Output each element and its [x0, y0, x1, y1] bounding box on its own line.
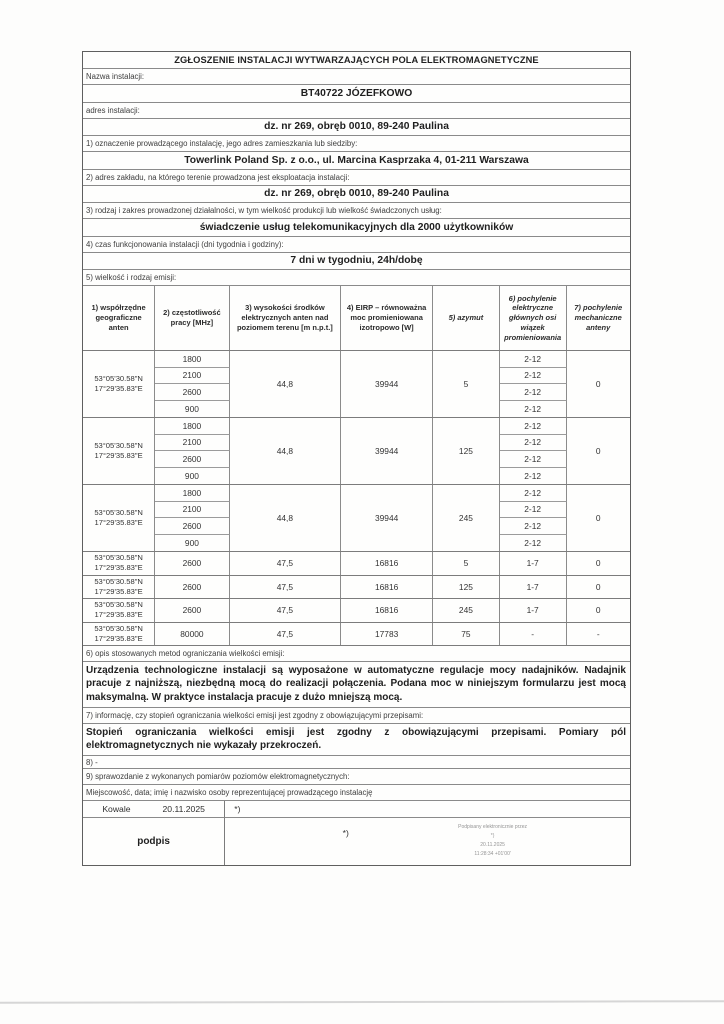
cell-electrical-tilt: 2-12	[500, 435, 567, 452]
field-value-nazwa: BT40722 JÓZEFKOWO	[83, 85, 630, 103]
cell-mechanical-tilt: 0	[595, 512, 601, 523]
header-electrical-tilt: 6) pochylenie elektryczne głównych osi wiązek promieniowania	[500, 286, 567, 350]
stamp-line: Podpisany elektronicznie przez	[458, 824, 528, 831]
cell-frequency: 900	[155, 535, 229, 552]
cell-eirp: 39944	[341, 351, 433, 417]
section8-label: 8) -	[83, 756, 630, 769]
cell-height: 44,8	[230, 351, 342, 417]
signature-block	[83, 801, 630, 865]
emission-table-header	[83, 286, 630, 351]
cell-frequency: 2600	[155, 451, 229, 468]
cell-mechanical-tilt: 0	[595, 445, 601, 456]
cell-eirp: 16816	[341, 576, 433, 599]
signature-stamp-cell	[225, 818, 630, 865]
cell-frequency: 2100	[155, 435, 229, 452]
cell-height: 47,5	[230, 599, 342, 622]
cell-electrical-tilt: 1-7	[500, 576, 567, 599]
cell-mechanical-tilt: 0	[595, 558, 601, 569]
section7-value: Stopień ograniczania wielkości emisji jest zgodny z obowiązującymi przepisami. Pomiary pól elektromagnetycznych nie wykazały przekroczeń.	[83, 724, 630, 757]
signature-podpis-cell	[83, 818, 225, 865]
cell-frequency: 1800	[155, 418, 229, 435]
cell-height: 44,8	[230, 485, 342, 551]
cell-electrical-tilt: 2-12	[500, 535, 567, 552]
scanned-form-document	[82, 51, 631, 866]
cell-height: 47,5	[230, 576, 342, 599]
cell-mechanical-tilt: 0	[595, 605, 601, 616]
cell-frequency: 2600	[155, 552, 229, 575]
cell-frequency: 2600	[155, 384, 229, 401]
cell-eirp: 16816	[341, 552, 433, 575]
cell-electrical-tilt: 1-7	[500, 599, 567, 622]
cell-eirp: 39944	[341, 418, 433, 484]
signature-date: 20.11.2025	[162, 804, 205, 815]
cell-frequency: 80000	[155, 623, 229, 646]
header-height: 3) wysokości środków elektrycznych anten nad poziomem terenu [m n.p.t.]	[230, 286, 342, 350]
cell-coordinates: 53°05'30.58"N 17°29'35.83"E	[83, 599, 155, 622]
field-value-adres: dz. nr 269, obręb 0010, 89-240 Paulina	[83, 119, 630, 137]
cell-eirp: 16816	[341, 599, 433, 622]
header-eirp: 4) EIRP – równoważna moc promieniowana izotropowo [W]	[341, 286, 433, 350]
cell-electrical-tilt: 2-12	[500, 351, 567, 368]
asterisk-note: *)	[234, 804, 241, 815]
cell-electrical-tilt: 2-12	[500, 418, 567, 435]
cell-azimuth: 5	[433, 351, 500, 417]
asterisk-note-2: *)	[342, 828, 349, 839]
section6-label: 6) opis stosowanych metod ograniczania wielkości emisji:	[83, 646, 630, 662]
signature-note-label: Miejscowość, data; imię i nazwisko osoby reprezentującej prowadzącego instalację	[83, 785, 630, 801]
cell-azimuth: 125	[433, 576, 500, 599]
cell-azimuth: 245	[433, 485, 500, 551]
stamp-line: 11:28:34 +01'00'	[474, 851, 511, 858]
field-label-nazwa: Nazwa instalacji:	[83, 69, 630, 85]
signature-place: Kowale	[102, 804, 131, 815]
field-value-czas: 7 dni w tygodniu, 24h/dobę	[83, 253, 630, 271]
cell-mechanical-tilt: 0	[595, 581, 601, 592]
field-value-oznaczenie: Towerlink Poland Sp. z o.o., ul. Marcina Kasprzaka 4, 01-211 Warszawa	[83, 152, 630, 170]
section6-value: Urządzenia technologiczne instalacji są wyposażone w automatyczne regulacje mocy nadajników. Nadajnik pracuje z najniższą, niezbędną mocą do realizacji połączenia. Podana moc w niniejszym formularzu jest mocą maksymalną. W praktyce instalacja pracuje z dużo mniejszą mocą.	[83, 662, 630, 708]
cell-electrical-tilt: 1-7	[500, 552, 567, 575]
cell-electrical-tilt: 2-12	[500, 368, 567, 385]
signature-place-date-cell	[83, 801, 225, 818]
cell-eirp: 17783	[341, 623, 433, 646]
emission-table-body	[83, 351, 630, 646]
cell-electrical-tilt: 2-12	[500, 401, 567, 418]
header-azimuth: 5) azymut	[433, 286, 500, 350]
cell-height: 44,8	[230, 418, 342, 484]
electronic-signature-stamp	[428, 823, 558, 859]
emission-single-row	[83, 552, 630, 576]
cell-coordinates: 53°05'30.58"N 17°29'35.83"E	[83, 351, 155, 417]
form-title: ZGŁOSZENIE INSTALACJI WYTWARZAJĄCYCH POLA ELEKTROMAGNETYCZNE	[83, 52, 630, 69]
section9-label: 9) sprawozdanie z wykonanych pomiarów poziomów elektromagnetycznych:	[83, 769, 630, 785]
cell-frequency: 900	[155, 468, 229, 485]
cell-azimuth: 245	[433, 599, 500, 622]
field-label-czas: 4) czas funkcjonowania instalacji (dni tygodnia i godziny):	[83, 237, 630, 253]
cell-height: 47,5	[230, 552, 342, 575]
header-mechanical-tilt: 7) pochylenie mechaniczne anteny	[574, 303, 623, 332]
cell-azimuth: 125	[433, 418, 500, 484]
cell-electrical-tilt: -	[500, 623, 567, 646]
cell-electrical-tilt: 2-12	[500, 468, 567, 485]
cell-coordinates: 53°05'30.58"N 17°29'35.83"E	[83, 485, 155, 551]
cell-frequency: 900	[155, 401, 229, 418]
field-label-dzialalnosc: 3) rodzaj i zakres prowadzonej działalności, w tym wielkość produkcji lub wielkość świadczonych usług:	[83, 203, 630, 219]
cell-mechanical-tilt: 0	[595, 378, 601, 389]
cell-frequency: 2600	[155, 599, 229, 622]
stamp-line: *)	[490, 833, 495, 840]
header-frequency: 2) częstotliwość pracy [MHz]	[155, 286, 229, 350]
emission-group-row	[83, 418, 630, 485]
cell-frequency: 2600	[155, 518, 229, 535]
field-label-zaklad: 2) adres zakładu, na którego terenie prowadzona jest eksploatacja instalacji:	[83, 170, 630, 186]
signature-asterisk-top-cell	[225, 801, 630, 818]
cell-electrical-tilt: 2-12	[500, 451, 567, 468]
emission-single-row	[83, 623, 630, 647]
cell-coordinates: 53°05'30.58"N 17°29'35.83"E	[83, 623, 155, 646]
cell-height: 47,5	[230, 623, 342, 646]
podpis-label: podpis	[137, 836, 170, 848]
cell-coordinates: 53°05'30.58"N 17°29'35.83"E	[83, 576, 155, 599]
field-label-oznaczenie: 1) oznaczenie prowadzącego instalację, jego adres zamieszkania lub siedziby:	[83, 136, 630, 152]
emission-single-row	[83, 576, 630, 600]
cell-frequency: 1800	[155, 351, 229, 368]
field-label-adres: adres instalacji:	[83, 103, 630, 119]
scan-artifact-line	[0, 1000, 724, 1004]
emissions-section-label: 5) wielkość i rodzaj emisji:	[83, 270, 630, 286]
cell-azimuth: 5	[433, 552, 500, 575]
field-value-dzialalnosc: świadczenie usług telekomunikacyjnych dla 2000 użytkowników	[83, 219, 630, 237]
cell-mechanical-tilt: -	[596, 628, 600, 639]
emission-table	[83, 286, 630, 646]
emission-single-row	[83, 599, 630, 623]
cell-frequency: 2100	[155, 368, 229, 385]
cell-frequency: 1800	[155, 485, 229, 502]
stamp-line: 20.11.2025	[480, 842, 505, 849]
field-value-zaklad: dz. nr 269, obręb 0010, 89-240 Paulina	[83, 186, 630, 204]
emission-group-row	[83, 485, 630, 552]
cell-electrical-tilt: 2-12	[500, 518, 567, 535]
cell-electrical-tilt: 2-12	[500, 502, 567, 519]
cell-electrical-tilt: 2-12	[500, 485, 567, 502]
cell-frequency: 2100	[155, 502, 229, 519]
emission-group-row	[83, 351, 630, 418]
cell-coordinates: 53°05'30.58"N 17°29'35.83"E	[83, 552, 155, 575]
cell-coordinates: 53°05'30.58"N 17°29'35.83"E	[83, 418, 155, 484]
header-coordinates: 1) współrzędne geograficzne anten	[83, 286, 155, 350]
cell-eirp: 39944	[341, 485, 433, 551]
section7-label: 7) informację, czy stopień ograniczania wielkości emisji jest zgodny z obowiązującymi przepisami:	[83, 708, 630, 724]
cell-frequency: 2600	[155, 576, 229, 599]
cell-azimuth: 75	[433, 623, 500, 646]
cell-electrical-tilt: 2-12	[500, 384, 567, 401]
